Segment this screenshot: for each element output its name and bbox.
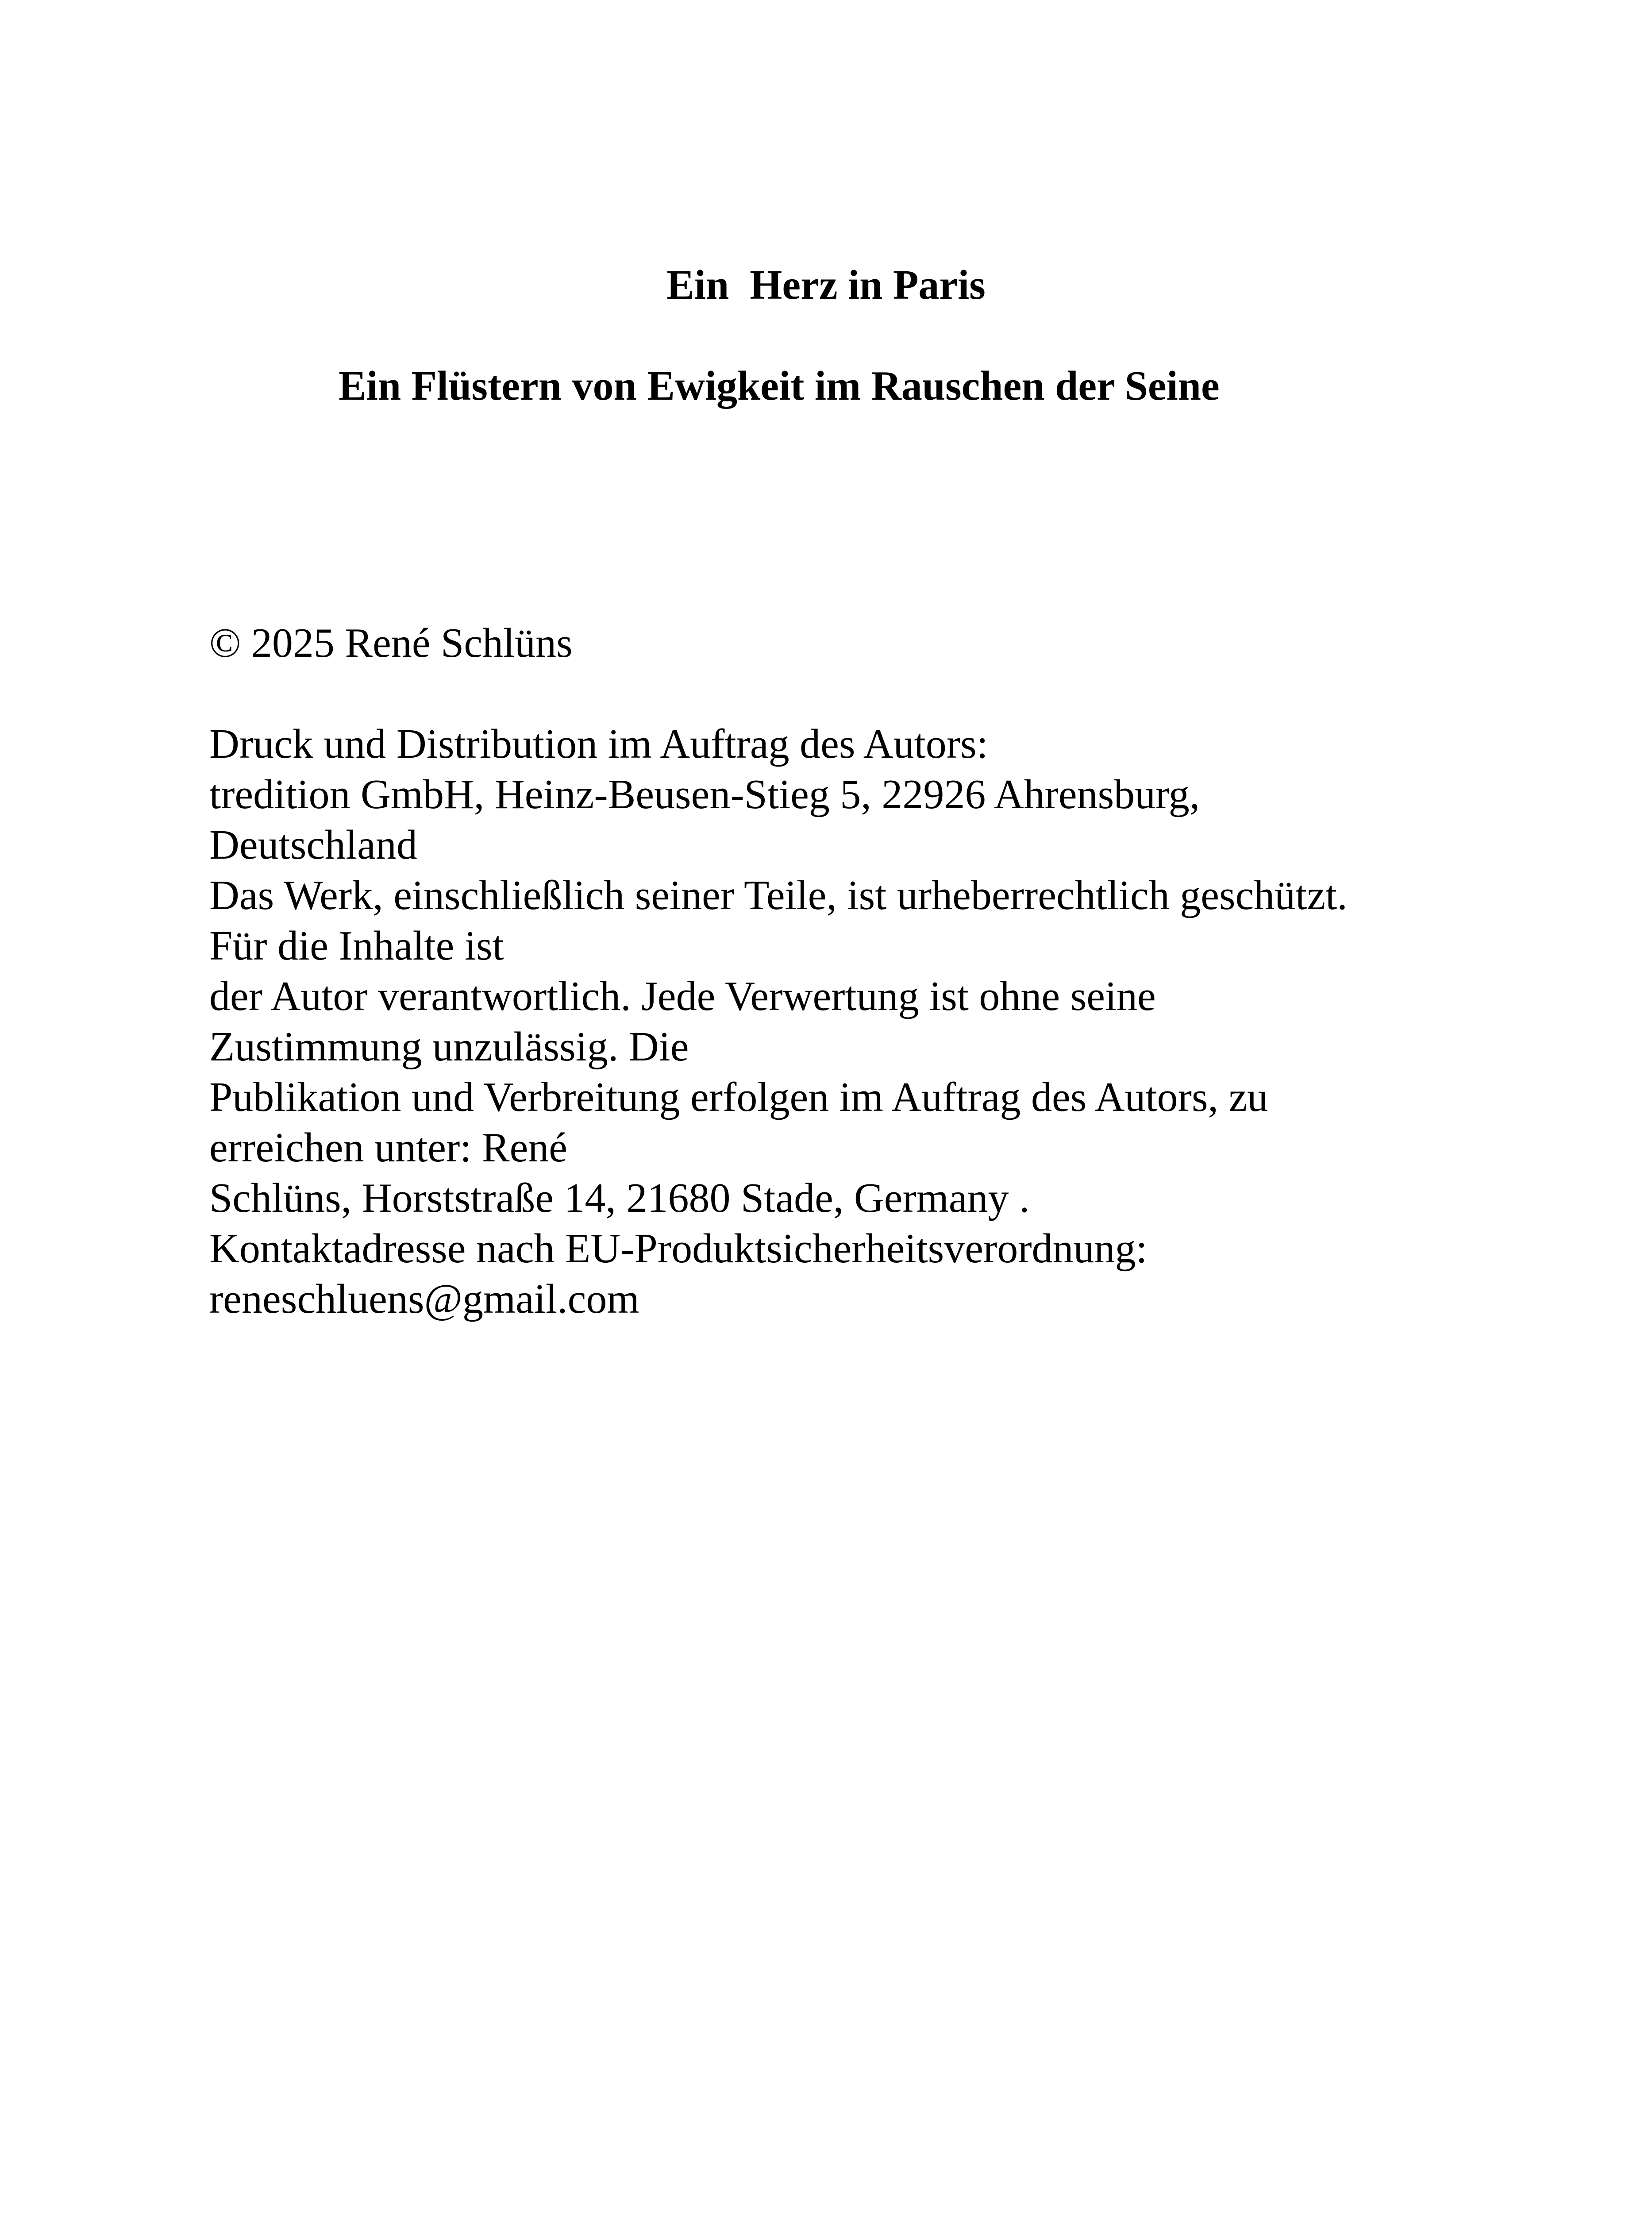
imprint-line: Das Werk, einschließlich seiner Teile, ist urheberrechtlich geschützt. <box>209 872 1348 918</box>
imprint-line: Publikation und Verbreitung erfolgen im Auftrag des Autors, zu <box>209 1074 1268 1120</box>
contact-email: reneschluens@gmail.com <box>209 1276 639 1322</box>
imprint-text <box>209 719 1537 1324</box>
imprint-line: Kontaktadresse nach EU-Produktsicherheitsverordnung: <box>209 1226 1148 1272</box>
imprint-line: Druck und Distribution im Auftrag des Autors: <box>209 721 988 767</box>
imprint-line: Deutschland <box>209 822 417 868</box>
imprint-line: Für die Inhalte ist <box>209 923 504 969</box>
imprint-line: der Autor verantwortlich. Jede Verwertung ist ohne seine <box>209 973 1156 1019</box>
imprint-line: tredition GmbH, Heinz-Beusen-Stieg 5, 22926 Ahrensburg, <box>209 771 1200 817</box>
imprint-line: erreichen unter: René <box>209 1125 568 1171</box>
book-subtitle: Ein Flüstern von Ewigkeit im Rauschen der Seine <box>339 363 1220 409</box>
imprint-line: Schlüns, Horststraße 14, 21680 Stade, Germany . <box>209 1175 1030 1221</box>
imprint-line: Zustimmung unzulässig. Die <box>209 1024 689 1070</box>
copyright-notice: © 2025 René Schlüns <box>209 620 573 666</box>
book-title: Ein Herz in Paris <box>666 262 986 308</box>
